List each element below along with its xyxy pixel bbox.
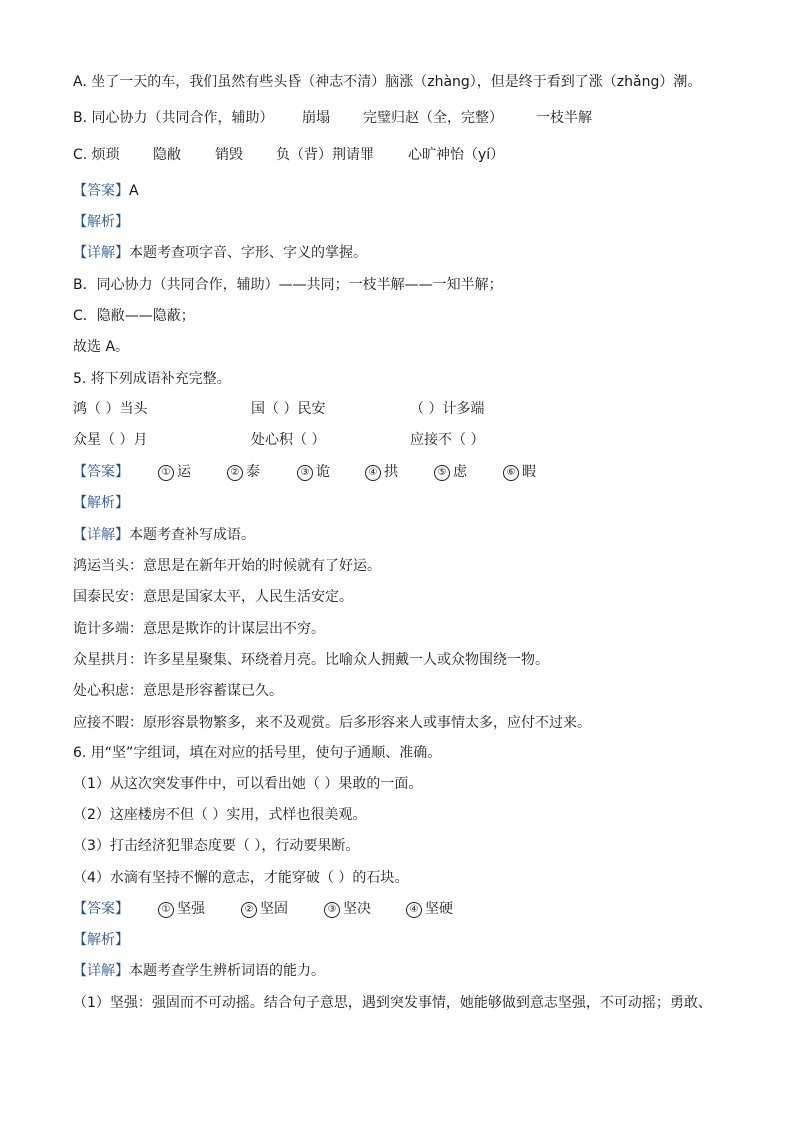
circled-number: ⑤ — [434, 465, 450, 481]
q6-detail — [73, 962, 325, 980]
q5-answer-item — [434, 463, 467, 481]
q5-explanation: 鸿运当头：意思是在新年开始的时候就有了好运。 — [73, 558, 381, 574]
q5-blank: 应接不（ ） — [410, 432, 485, 448]
circled-number: ④ — [365, 465, 381, 481]
q5-blank: 众星（ ）月 — [73, 432, 148, 448]
q6-answer-item — [324, 900, 371, 918]
q6-item: （1）从这次突发事件中，可以看出她（ ）果敢的一面。 — [73, 776, 423, 792]
circled-number: ① — [158, 465, 174, 481]
answer-text: 虑 — [453, 464, 467, 480]
q4-analysis-tag: 【解析】 — [73, 214, 129, 230]
circled-number: ③ — [297, 465, 313, 481]
option-b-item: 一枝半解 — [536, 110, 592, 126]
q5-explanation: 诡计多端：意思是欺诈的计谋层出不穷。 — [73, 621, 325, 637]
q6-title: 6. 用“坚”字组词，填在对应的括号里，使句子通顺、准确。 — [73, 745, 442, 761]
option-c-item: 销毁 — [215, 147, 243, 163]
q5-blank: 处心积（ ） — [251, 432, 326, 448]
q5-blank: 鸿（ ）当头 — [73, 401, 148, 417]
q5-explanation: 国泰民安：意思是国家太平，人民生活安定。 — [73, 589, 353, 605]
option-c-item: 心旷神怡（yí） — [408, 147, 505, 163]
q6-analysis-tag: 【解析】 — [73, 932, 129, 948]
circled-number: ④ — [406, 902, 422, 918]
q6-answer-item — [158, 900, 205, 918]
q5-analysis-tag: 【解析】 — [73, 495, 129, 511]
q4-line: 故选 A。 — [73, 339, 130, 355]
answer-tag: 【答案】 — [73, 183, 129, 199]
answer-text: 暇 — [522, 464, 536, 480]
q6-answer-item — [406, 900, 453, 918]
q5-explanation: 处心积虑：意思是形容蓄谋已久。 — [73, 683, 283, 699]
circled-number: ③ — [324, 902, 340, 918]
detail-tag: 【详解】 — [73, 963, 129, 979]
q5-title: 5. 将下列成语补充完整。 — [73, 371, 231, 387]
q6-item: （4）水滴有坚持不懈的意志，才能穿破（ ）的石块。 — [73, 870, 409, 886]
option-b-item: 完璧归赵（全，完整） — [363, 110, 503, 126]
answer-value: A — [129, 183, 139, 199]
q4-answer — [73, 182, 139, 200]
circled-number: ① — [158, 902, 174, 918]
answer-text: 运 — [177, 464, 191, 480]
circled-number: ② — [241, 902, 257, 918]
detail-tag: 【详解】 — [73, 245, 129, 261]
q6-explanation: （1）坚强：强固而不可动摇。结合句子意思，遇到突发事情，她能够做到意志坚强，不可动摇；勇敢、 — [73, 995, 712, 1011]
circled-number: ② — [227, 465, 243, 481]
q5-detail — [73, 526, 255, 544]
q5-explanation: 应接不暇：原形容景物繁多，来不及观赏。后多形容来人或事情太多，应付不过来。 — [73, 715, 591, 731]
detail-tag: 【详解】 — [73, 527, 129, 543]
detail-text: 本题考查补写成语。 — [129, 527, 255, 543]
option-c-item: 负（背）荆请罪 — [276, 147, 374, 163]
q4-line: B．同心协力（共同合作，辅助）——共同；一枝半解——一知半解； — [73, 277, 503, 293]
q6-item: （3）打击经济犯罪态度要（ ），行动要果断。 — [73, 838, 360, 854]
option-b-item: B. 同心协力（共同合作，辅助） — [73, 110, 274, 126]
answer-text: 坚强 — [177, 901, 205, 917]
answer-text: 坚决 — [343, 901, 371, 917]
option-c-item: C. 烦琐 — [73, 147, 120, 163]
q6-answer-item — [241, 900, 288, 918]
q6-item: （2）这座楼房不但（ ）实用，式样也很美观。 — [73, 807, 367, 823]
answer-text: 坚固 — [260, 901, 288, 917]
q5-answer-item — [158, 463, 191, 481]
q5-answer-tag: 【答案】 — [73, 464, 129, 480]
answer-text: 拱 — [384, 464, 398, 480]
option-c-item: 隐敝 — [153, 147, 181, 163]
detail-text: 本题考查项字音、字形、字义的掌握。 — [129, 245, 367, 261]
q5-blank: （ ）计多端 — [410, 401, 485, 417]
answer-text: 泰 — [246, 464, 260, 480]
q5-answer-item — [227, 463, 260, 481]
q5-answer-item — [365, 463, 398, 481]
option-b-item: 崩塌 — [302, 110, 330, 126]
circled-number: ⑥ — [503, 465, 519, 481]
q5-answer-item — [297, 463, 330, 481]
option-a: A. 坐了一天的车，我们虽然有些头昏（神志不清）脑涨（zhàng），但是终于看到了涨（zhǎng）潮。 — [73, 74, 702, 90]
detail-text: 本题考查学生辨析词语的能力。 — [129, 963, 325, 979]
q5-blank: 国（ ）民安 — [251, 401, 326, 417]
answer-text: 诡 — [316, 464, 330, 480]
q4-line: C．隐敝——隐蔽； — [73, 308, 195, 324]
q6-answer-tag: 【答案】 — [73, 901, 129, 917]
q4-detail — [73, 244, 367, 262]
q5-explanation: 众星拱月：许多星星聚集、环绕着月亮。比喻众人拥戴一人或众物围绕一物。 — [73, 652, 549, 668]
q5-answer-item — [503, 463, 536, 481]
answer-text: 坚硬 — [425, 901, 453, 917]
